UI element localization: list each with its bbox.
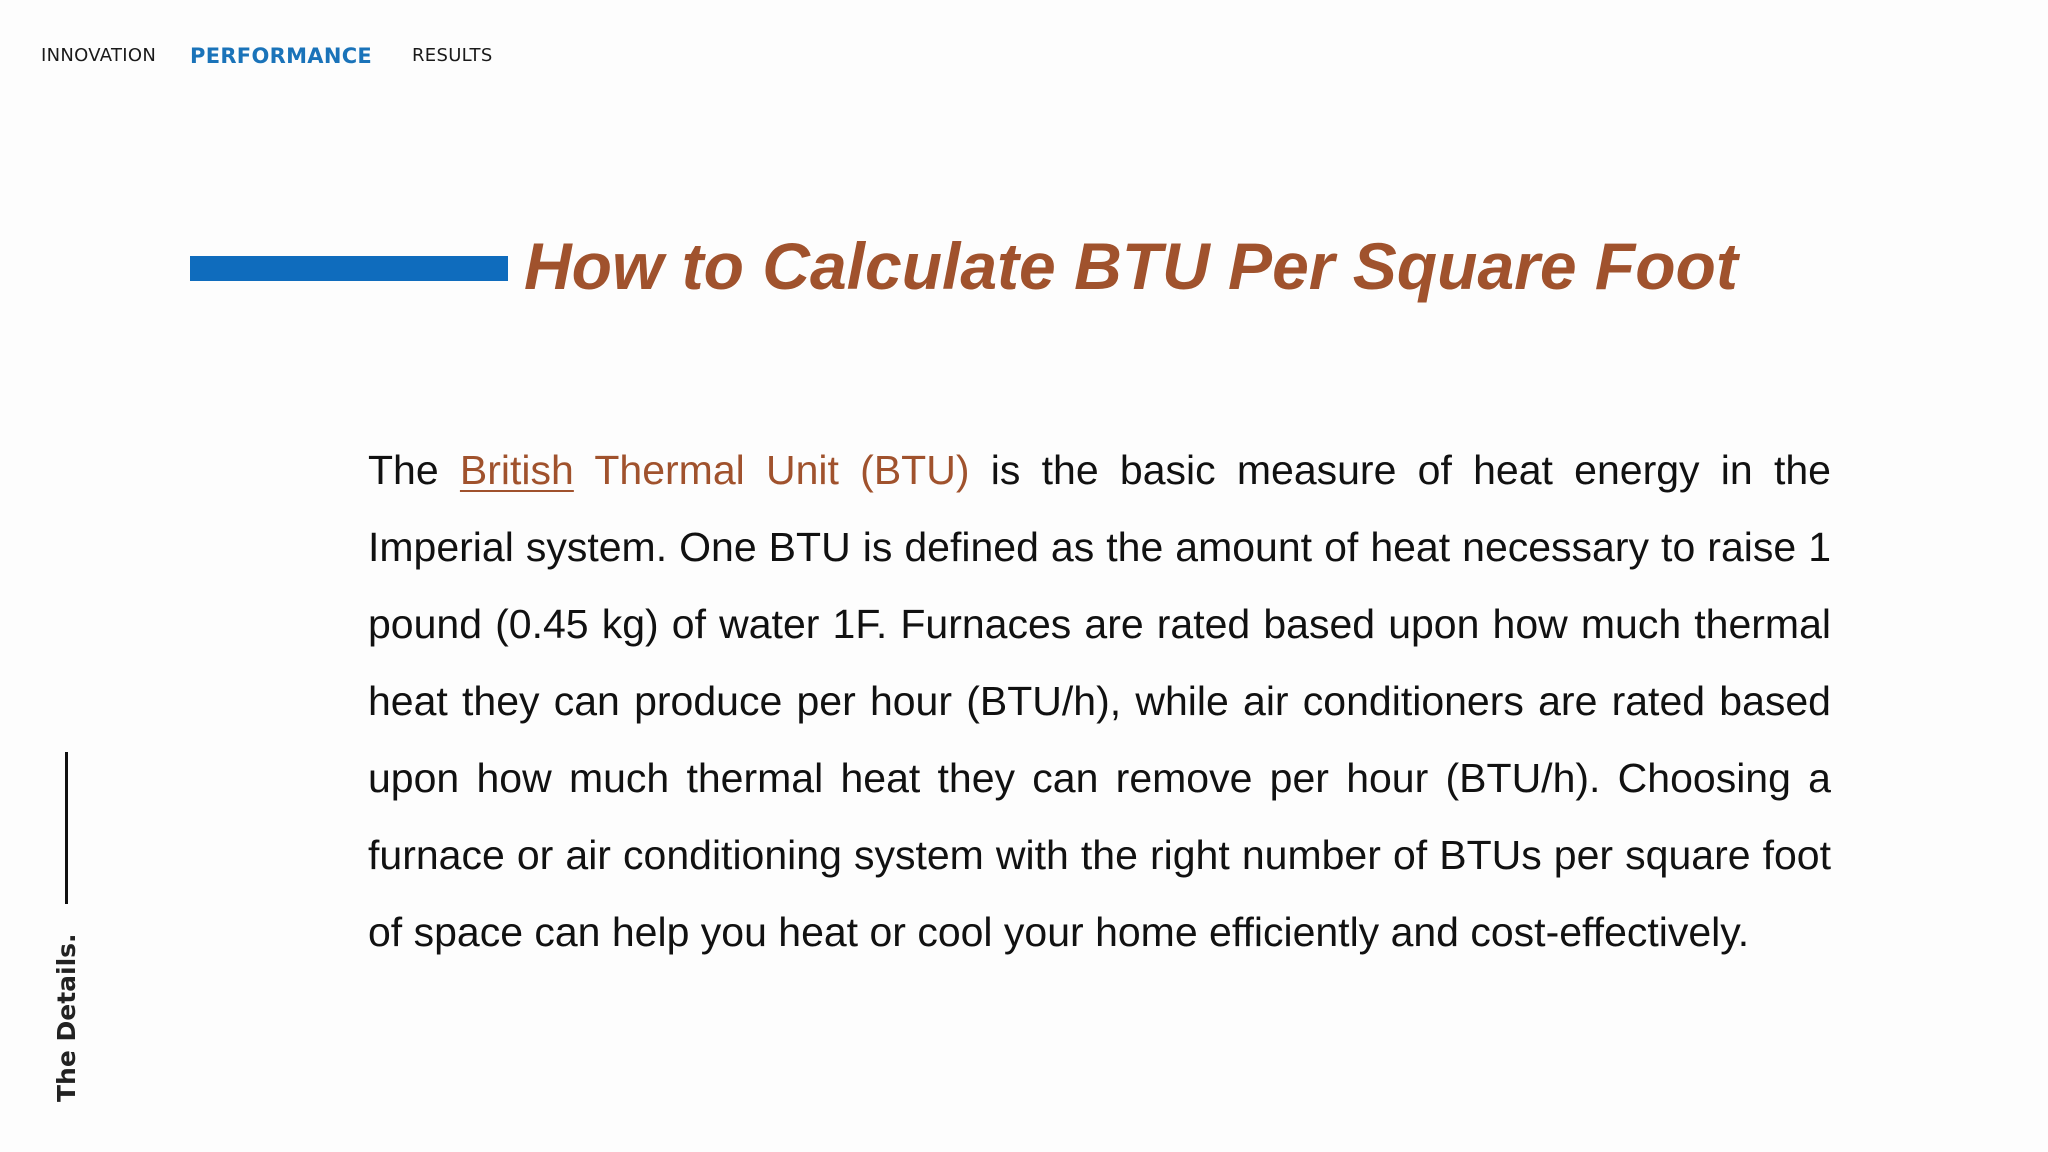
body-highlight: Thermal Unit (BTU) bbox=[594, 447, 970, 493]
page-title: How to Calculate BTU Per Square Foot bbox=[524, 229, 1738, 303]
body-text: is the basic measure of heat energy in the Imperial system. One BTU is defined as the amount of heat necessary to raise 1 pound (0.45 kg) of water 1F. Furnaces are rated based upon how much thermal heat they can produce per hour (BTU/h), while air conditioners are rated based upon how much thermal heat they can remove per hour (BTU/h). Choosing a furnace or air conditioning system with the right number of BTUs per square foot of space can help you heat or cool your home efficiently and cost-effectively. bbox=[368, 447, 1831, 955]
nav-item-performance[interactable]: PERFORMANCE bbox=[190, 44, 373, 68]
body-paragraph bbox=[368, 432, 1831, 971]
nav-item-results[interactable]: RESULTS bbox=[412, 45, 493, 66]
side-label: The Details. bbox=[52, 933, 81, 1102]
body-intro: The bbox=[368, 447, 439, 493]
side-divider-line bbox=[65, 752, 68, 904]
nav-item-innovation[interactable]: INNOVATION bbox=[41, 45, 157, 66]
title-accent-bar bbox=[190, 256, 508, 281]
british-link[interactable]: British bbox=[459, 447, 574, 493]
